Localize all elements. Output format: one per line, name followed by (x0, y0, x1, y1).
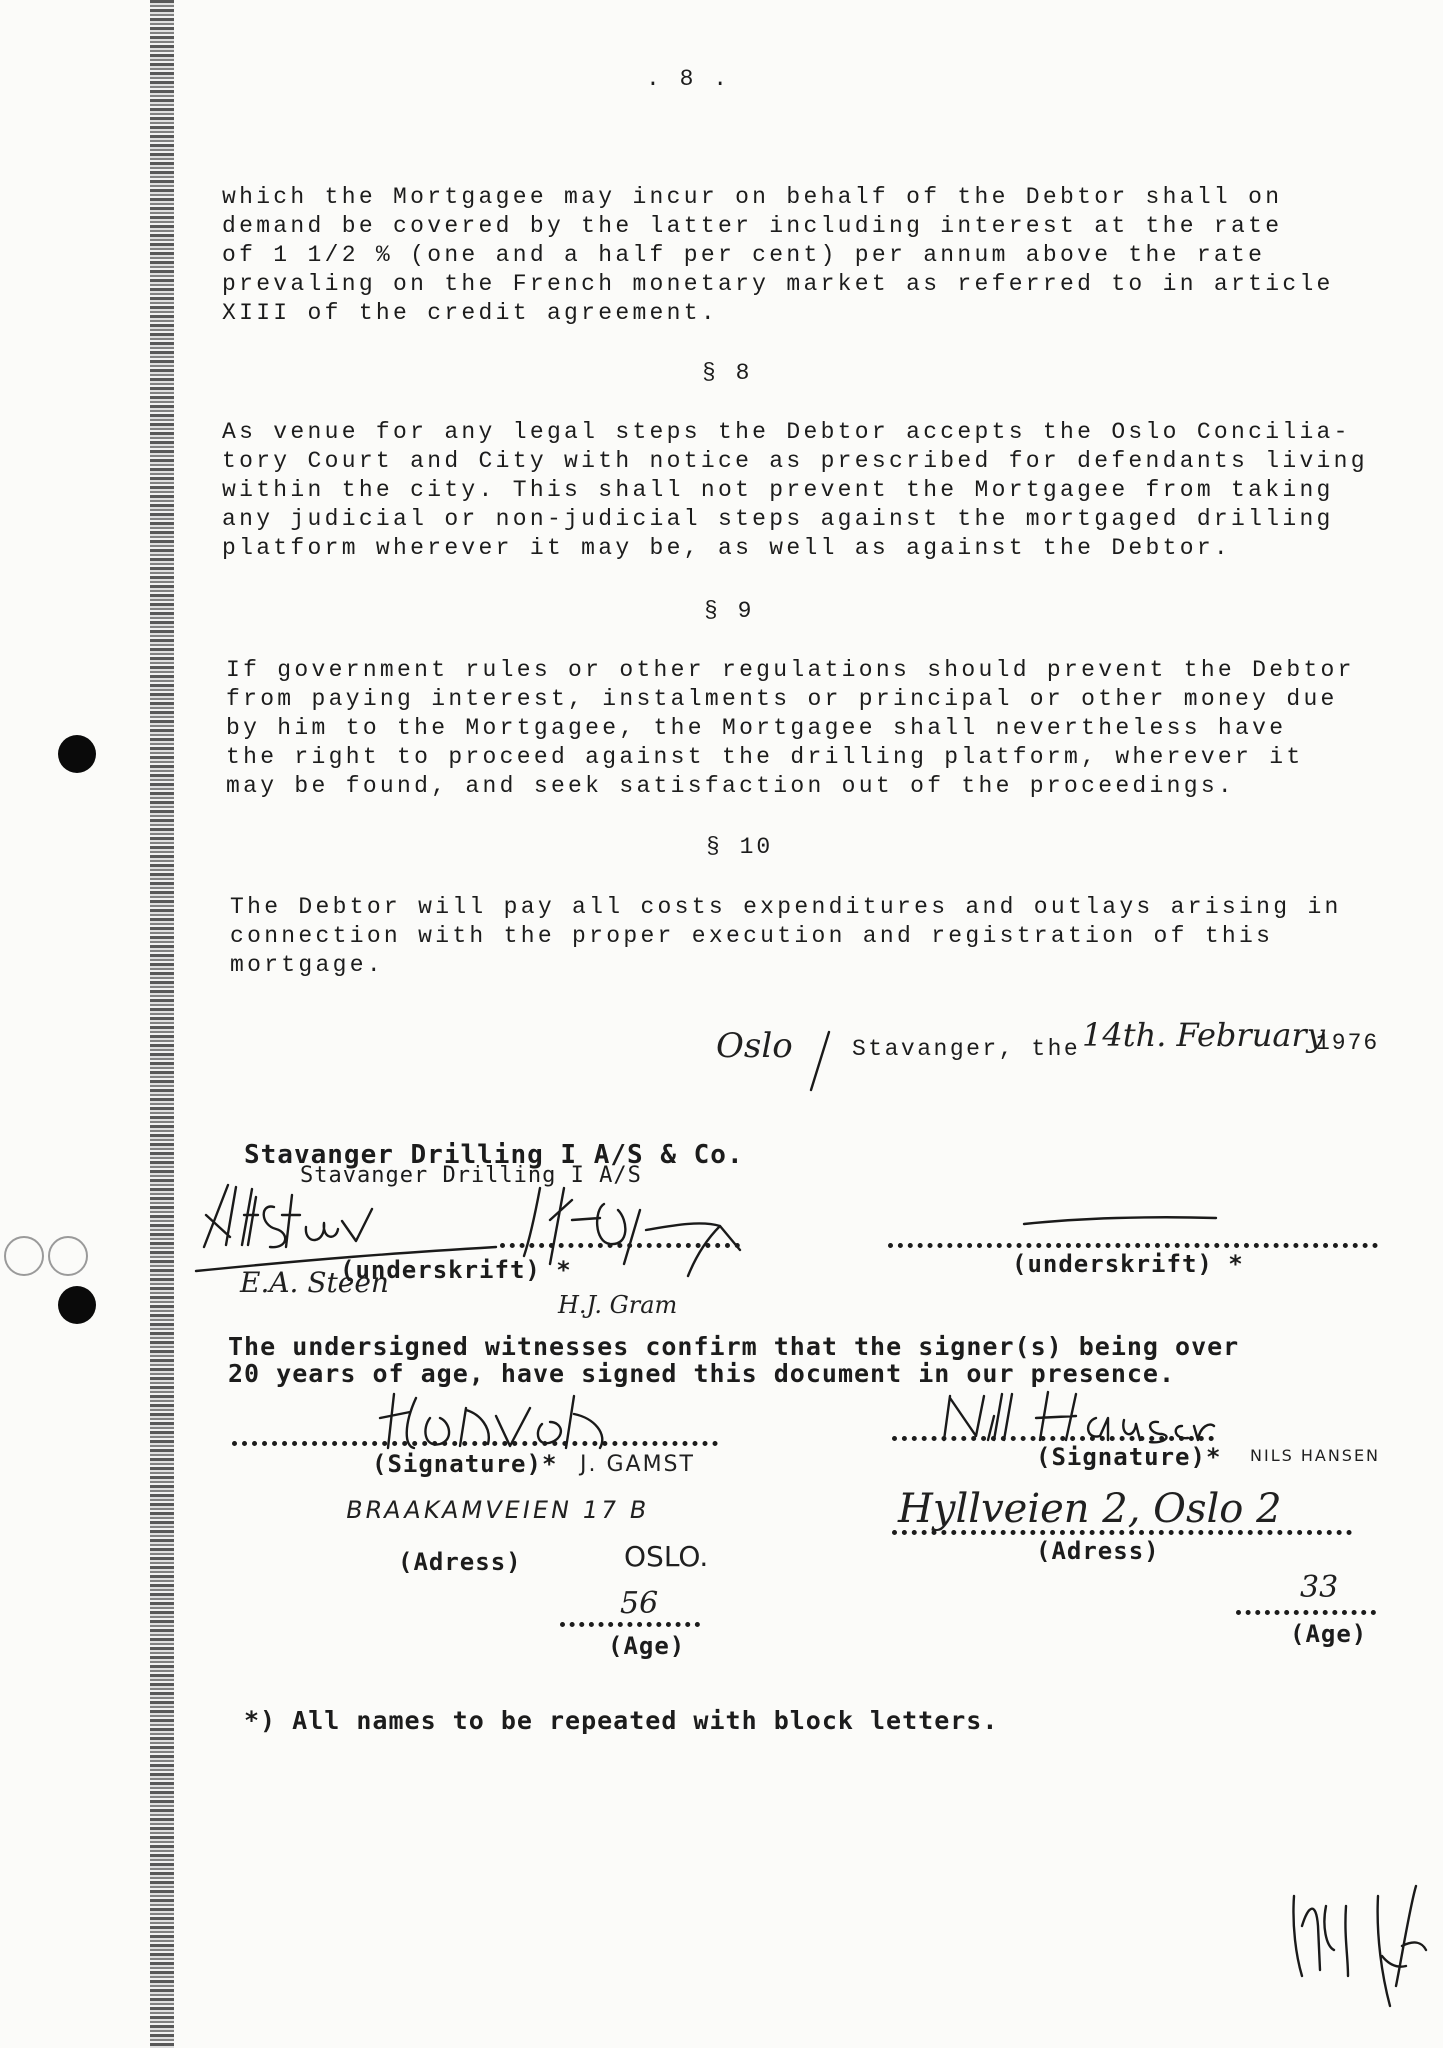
witness-name-left: J. GAMST (580, 1452, 695, 1477)
section-heading: § 10 (706, 834, 774, 860)
date-handwritten: 14th. February (1082, 1016, 1325, 1054)
page-number: . 8 . (646, 66, 731, 92)
paragraph-line: If government rules or other regulations should prevent the Debtor (226, 657, 1355, 683)
witness-city-left: OSLO. (624, 1540, 709, 1573)
witness-address-left: BRAAKAMVEIEN 17 B (343, 1496, 652, 1524)
company-name: Stavanger Drilling I A/S & Co. (244, 1140, 744, 1170)
paragraph-line: from paying interest, instalments or principal or other money due (226, 686, 1338, 712)
company-name-stamp: Stavanger Drilling I A/S (300, 1163, 642, 1188)
witness-age-line-right (1236, 1610, 1376, 1615)
paragraph-line: demand be covered by the latter including interest at the rate (222, 213, 1283, 239)
punch-hole (58, 1286, 96, 1324)
punch-hole-ring (48, 1236, 88, 1276)
slash-mark (805, 1030, 835, 1092)
paragraph-line: any judicial or non-judicial steps against the mortgaged drilling (222, 506, 1334, 532)
paragraph-line: by him to the Mortgagee, the Mortgagee shall nevertheless have (226, 715, 1287, 741)
witness-age-left: 56 (620, 1586, 659, 1621)
witness-signature-line-right (892, 1436, 1214, 1441)
paragraph-line: XIII of the credit agreement. (222, 300, 718, 326)
punch-hole (58, 735, 96, 773)
witness-address-right: Hyllveien 2, Oslo 2 (898, 1486, 1282, 1532)
section-heading: § 9 (704, 598, 755, 624)
paragraph-line: mortgage. (230, 952, 384, 978)
signatory-name-2: H.J. Gram (558, 1291, 678, 1319)
punch-hole-ring (4, 1236, 44, 1276)
section-heading: § 8 (702, 360, 753, 386)
paragraph-line: The Debtor will pay all costs expenditures and outlays arising in (230, 894, 1342, 920)
place-handwritten: Oslo (716, 1026, 793, 1066)
paragraph-line: connection with the proper execution and registration of this (230, 923, 1274, 949)
signature-line-right (888, 1243, 1378, 1248)
paragraph-line: prevaling on the French monetary market as referred to in article (222, 271, 1334, 297)
witness-statement-line: 20 years of age, have signed this document in our presence. (228, 1359, 1176, 1388)
binding-edge (150, 0, 174, 2048)
paragraph-line: which the Mortgagee may incur on behalf of the Debtor shall on (222, 184, 1283, 210)
paragraph-line: of 1 1/2 % (one and a half per cent) per annum above the rate (222, 242, 1266, 268)
initials-mark (1286, 1866, 1436, 2016)
witness-signature-label-left: (Signature)* (372, 1450, 558, 1478)
witness-name-right: NILS HANSEN (1250, 1446, 1381, 1465)
signature-label-left: (underskrift) * (340, 1256, 572, 1284)
paragraph-line: tory Court and City with notice as prescribed for defendants living (222, 448, 1368, 474)
witness-address-line-right (892, 1530, 1352, 1535)
witness-statement-line: The undersigned witnesses confirm that the signer(s) being over (228, 1332, 1240, 1361)
witness-age-label-right: (Age) (1290, 1620, 1368, 1648)
witness-address-label-left: (Adress) (398, 1548, 522, 1576)
signatory-name-1: E.A. Steen (240, 1266, 389, 1299)
signature-right-stroke (1020, 1210, 1220, 1230)
witness-age-label-left: (Age) (608, 1632, 686, 1660)
place-date-printed: Stavanger, the (852, 1036, 1081, 1062)
witness-age-line-left (560, 1622, 700, 1627)
signature-label-right: (underskrift) * (1012, 1250, 1244, 1278)
year: 1976 (1316, 1030, 1380, 1056)
witness-address-label-right: (Adress) (1036, 1537, 1160, 1565)
paragraph-line: As venue for any legal steps the Debtor accepts the Oslo Concilia- (222, 419, 1351, 445)
witness-signature-line-left (232, 1441, 718, 1446)
witness-signature-label-right: (Signature)* (1036, 1443, 1222, 1471)
signature-line-left (500, 1243, 740, 1248)
witness-age-right: 33 (1300, 1570, 1339, 1605)
paragraph-line: may be found, and seek satisfaction out of the proceedings. (226, 773, 1236, 799)
signature-witness-left (370, 1388, 630, 1458)
paragraph-line: the right to proceed against the drilling platform, wherever it (226, 744, 1304, 770)
paragraph-line: platform wherever it may be, as well as against the Debtor. (222, 535, 1232, 561)
paragraph-line: within the city. This shall not prevent the Mortgagee from taking (222, 477, 1334, 503)
footnote: *) All names to be repeated with block letters. (244, 1706, 999, 1735)
